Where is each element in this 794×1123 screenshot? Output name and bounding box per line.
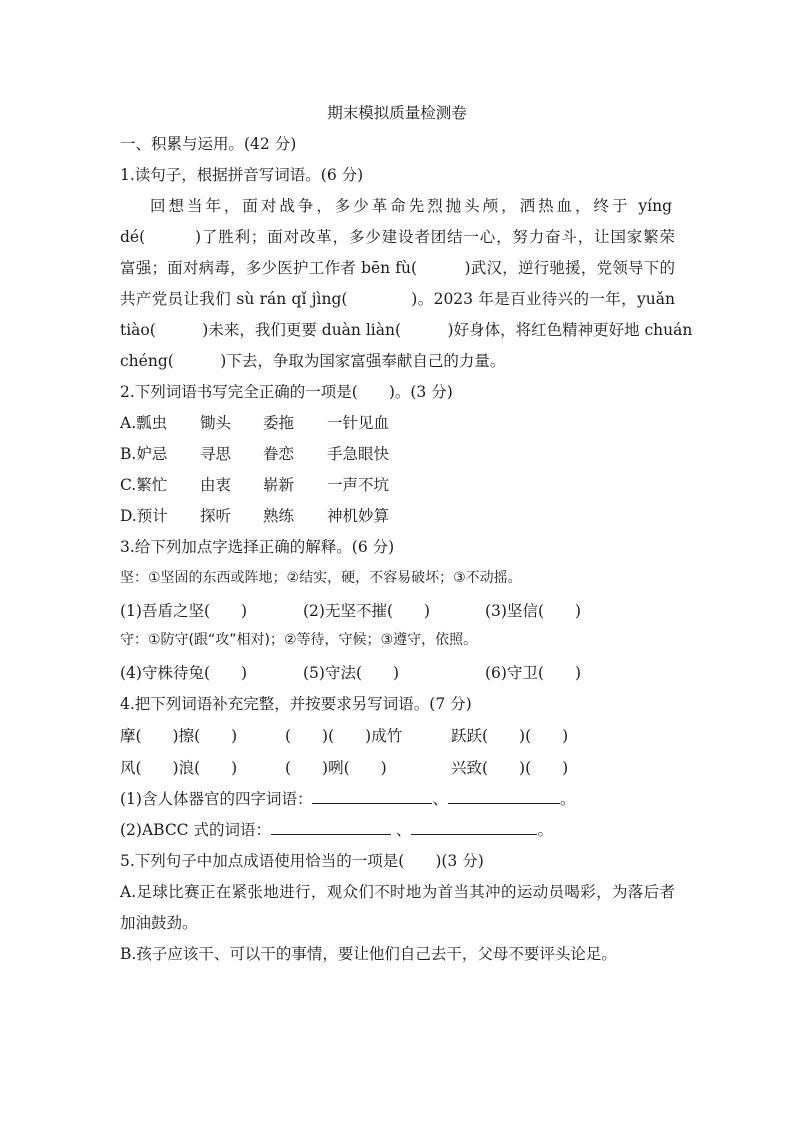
answer-blank[interactable] (411, 820, 537, 835)
passage-line: tiào( )未来，我们更要 duàn liàn( )好身体，将红色精神更好地 chuán (120, 321, 693, 339)
answer-item: (4)守株待兔( ) (120, 664, 248, 682)
subquestion-1 (120, 789, 675, 809)
option-b-line: B.孩子应该干、可以干的事情，要让他们自己去干，父母不要评头论足。 (120, 945, 617, 963)
option-word: 一声不坑 (327, 476, 390, 494)
option-word: 崭新 (263, 476, 295, 494)
answer-item: (6)守卫( ) (485, 664, 582, 682)
passage-line: 共产党员让我们 sù rán qǐ jìng( )。2023 年是百业待兴的一年，yuǎn (120, 290, 675, 308)
option-word: 神机妙算 (327, 507, 390, 525)
question-5-prompt: 5.下列句子中加点成语使用恰当的一项是( )(3 分) (120, 852, 484, 870)
terminator: 。 (559, 790, 576, 808)
option-word: 手急眼快 (327, 445, 390, 463)
separator: 、 (432, 790, 448, 808)
answer-item: (5)守法( ) (303, 664, 400, 682)
option-word: 探听 (200, 507, 232, 525)
answer-item: (3)坚信( ) (485, 602, 582, 620)
fill-word: ( )( )成竹 (285, 727, 403, 745)
passage-line: 富强；面对病毒，多少医护工作者 bēn fù( )武汉，逆行驰援，党领导下的 (120, 259, 675, 277)
option-word: 熟练 (263, 507, 295, 525)
option-word: 寻思 (200, 445, 232, 463)
option-word: D.预计 (120, 507, 168, 525)
fill-word: 兴致( )( ) (451, 759, 569, 777)
answer-blank[interactable] (312, 789, 432, 804)
option-word: C.繁忙 (120, 476, 168, 494)
question-3-prompt: 3.给下列加点字选择正确的解释。(6 分) (120, 538, 395, 556)
definition-line: 守：①防守(跟“攻”相对)；②等待，守候；③遵守，依照。 (120, 632, 478, 648)
fill-word: 跃跃( )( ) (451, 727, 569, 745)
answer-blank[interactable] (271, 820, 391, 835)
terminator: 。 (537, 821, 553, 839)
option-a-line: 加油鼓劲。 (120, 914, 198, 932)
fill-word: 风( )浪( ) (120, 759, 238, 777)
option-word: 眷恋 (263, 445, 295, 463)
answer-blank[interactable] (448, 789, 560, 804)
question-2-prompt: 2.下列词语书写完全正确的一项是( )。(3 分) (120, 383, 453, 401)
page-title: 期末模拟质量检测卷 (327, 104, 467, 122)
option-word: A.瓢虫 (120, 414, 168, 432)
subquestion-label: (2)ABCC 式的词语： (120, 821, 271, 839)
option-word: 一针见血 (327, 414, 390, 432)
passage-line: 回想当年，面对战争，多少革命先烈抛头颅，洒热血，终于 yíng (150, 197, 672, 215)
question-4-prompt: 4.把下列词语补充完整，并按要求另写词语。(7 分) (120, 695, 472, 713)
passage-line: dé( )了胜利；面对改革，多少建设者团结一心，努力奋斗，让国家繁荣 (120, 228, 675, 246)
section-heading: 一、积累与运用。(42 分) (120, 135, 297, 153)
answer-item: (2)无坚不摧( ) (303, 602, 431, 620)
option-word: 委拖 (263, 414, 295, 432)
subquestion-label: (1)含人体器官的四字词语： (120, 790, 313, 808)
question-1-prompt: 1.读句子，根据拼音写词语。(6 分) (120, 166, 364, 184)
answer-item: (1)吾盾之坚( ) (120, 602, 248, 620)
option-word: 锄头 (200, 414, 232, 432)
option-a-line: A.足球比赛正在紧张地进行，观众们不时地为首当其冲的运动员喝彩，为落后者 (120, 883, 675, 901)
passage-line: chéng( )下去，争取为国家富强奉献自己的力量。 (120, 352, 506, 370)
option-word: B.妒忌 (120, 445, 168, 463)
fill-word: 摩( )擦( ) (120, 727, 238, 745)
fill-word: ( )咧( ) (285, 759, 387, 777)
definition-line: 坚：①坚固的东西或阵地；②结实，硬，不容易破坏；③不动摇。 (120, 570, 522, 586)
subquestion-2 (120, 820, 675, 840)
separator: 、 (395, 821, 412, 839)
option-word: 由衷 (200, 476, 232, 494)
